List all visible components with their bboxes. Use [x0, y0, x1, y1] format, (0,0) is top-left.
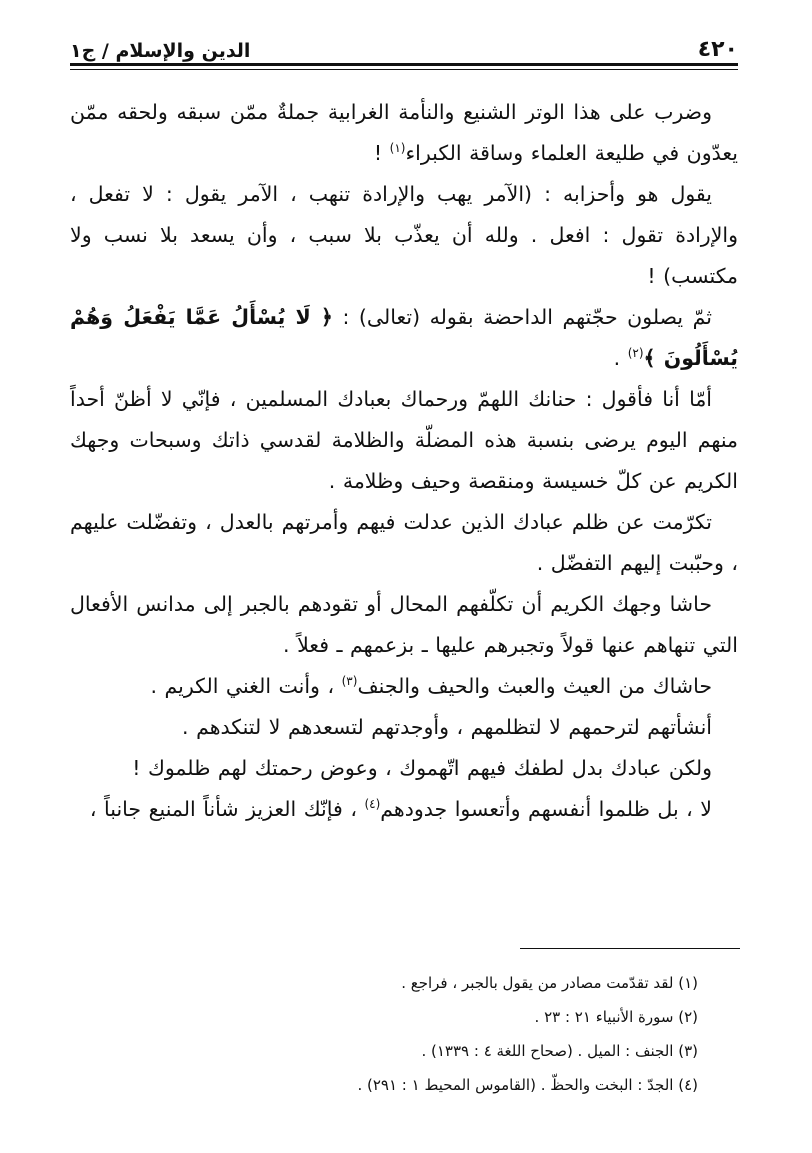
footnote-3: (٣) الجنف : الميل . (صحاح اللغة ٤ : ١٣٣٩) .	[421, 1042, 698, 1060]
paragraph-text: ثمّ يصلون حجّتهم الداحضة بقوله (تعالى) :	[332, 305, 712, 329]
footnote-ref-4: (٤)	[364, 797, 381, 812]
footnote-2: (٢) سورة الأنبياء ٢١ : ٢٣ .	[534, 1008, 698, 1026]
footnote-1: (١) لقد تقدّمت مصادر من يقول بالجبر ، فراجع .	[401, 974, 698, 992]
paragraph-4: أمّا أنا فأقول : حنانك اللهمّ ورحماك بعبادك المسلمين ، فإنّي لا أظنّ أحداً منهم اليوم يرضى بنسبة هذه المضلّة والظلامة لقدسي ذاتك وسبحات وجهك الكريم عن كلّ خسيسة ومنقصة وحيف وظلامة .	[70, 387, 738, 493]
header-rule-thin	[70, 69, 738, 70]
page-number: ٤٢٠	[697, 37, 738, 62]
quran-verse: ﴿ لَا يُسْأَلُ عَمَّا يَفْعَلُ وَهُمْ يُسْأَلُونَ ﴾	[70, 305, 738, 370]
paragraph-text-tail: .	[613, 346, 628, 370]
footnote-separator	[520, 948, 740, 949]
page-header	[70, 26, 738, 62]
header-rule-thick	[70, 63, 738, 66]
running-title: الدين والإسلام / ج١	[70, 40, 251, 62]
paragraph-text: حاشاك من العيث والعبث والحيف والجنف	[357, 674, 712, 698]
paragraph-2: يقول هو وأحزابه : (الآمر يهب والإرادة تنهب ، الآمر يقول : لا تفعل ، والإرادة تقول : افعل . ولله أن يعذّب بلا سبب ، وأن يسعد بلا نسب ولا مكتسب) !	[70, 182, 738, 288]
footnote-ref-3: (٣)	[341, 674, 358, 689]
paragraph-5: تكرّمت عن ظلم عبادك الذين عدلت فيهم وأمرتهم بالعدل ، وتفضّلت عليهم ، وحبّبت إليهم التفضّل .	[70, 510, 738, 575]
main-text	[70, 92, 738, 830]
footnote-ref-2: (٢)	[627, 346, 644, 361]
paragraph-1	[70, 92, 738, 174]
paragraph-7	[70, 666, 738, 707]
paragraph-text: لا ، بل ظلموا أنفسهم وأتعسوا جدودهم	[380, 797, 712, 821]
footnote-ref-1: (١)	[389, 141, 406, 156]
paragraph-8: أنشأتهم لترحمهم لا لتظلمهم ، وأوجدتهم لتسعدهم لا لتنكدهم .	[182, 715, 712, 739]
paragraph-text-tail: ، فإنّك العزيز شأناً المنيع جانباً ،	[89, 797, 365, 821]
paragraph-6: حاشا وجهك الكريم أن تكلّفهم المحال أو تقودهم بالجبر إلى مدانس الأفعال التي تنهاهم عنها قولاً وتجبرهم عليها ـ بزعمهم ـ فعلاً .	[70, 592, 738, 657]
paragraph-text: وضرب على هذا الوتر الشنيع والنأمة الغرابية جملةٌ ممّن سبقه ولحقه ممّن يعدّون في طليعة العلماء وساقة الكبراء	[70, 100, 738, 165]
paragraph-text-tail: !	[373, 141, 390, 165]
paragraph-9: ولكن عبادك بدل لطفك فيهم اتّهموك ، وعوض رحمتك لهم ظلموك !	[132, 756, 712, 780]
paragraph-3	[70, 297, 738, 379]
paragraph-10	[70, 789, 738, 830]
paragraph-text-tail: ، وأنت الغني الكريم .	[150, 674, 342, 698]
footnote-4: (٤) الجدّ : البخت والحظّ . (القاموس المحيط ١ : ٢٩١) .	[357, 1076, 698, 1094]
footnotes	[70, 966, 738, 1102]
